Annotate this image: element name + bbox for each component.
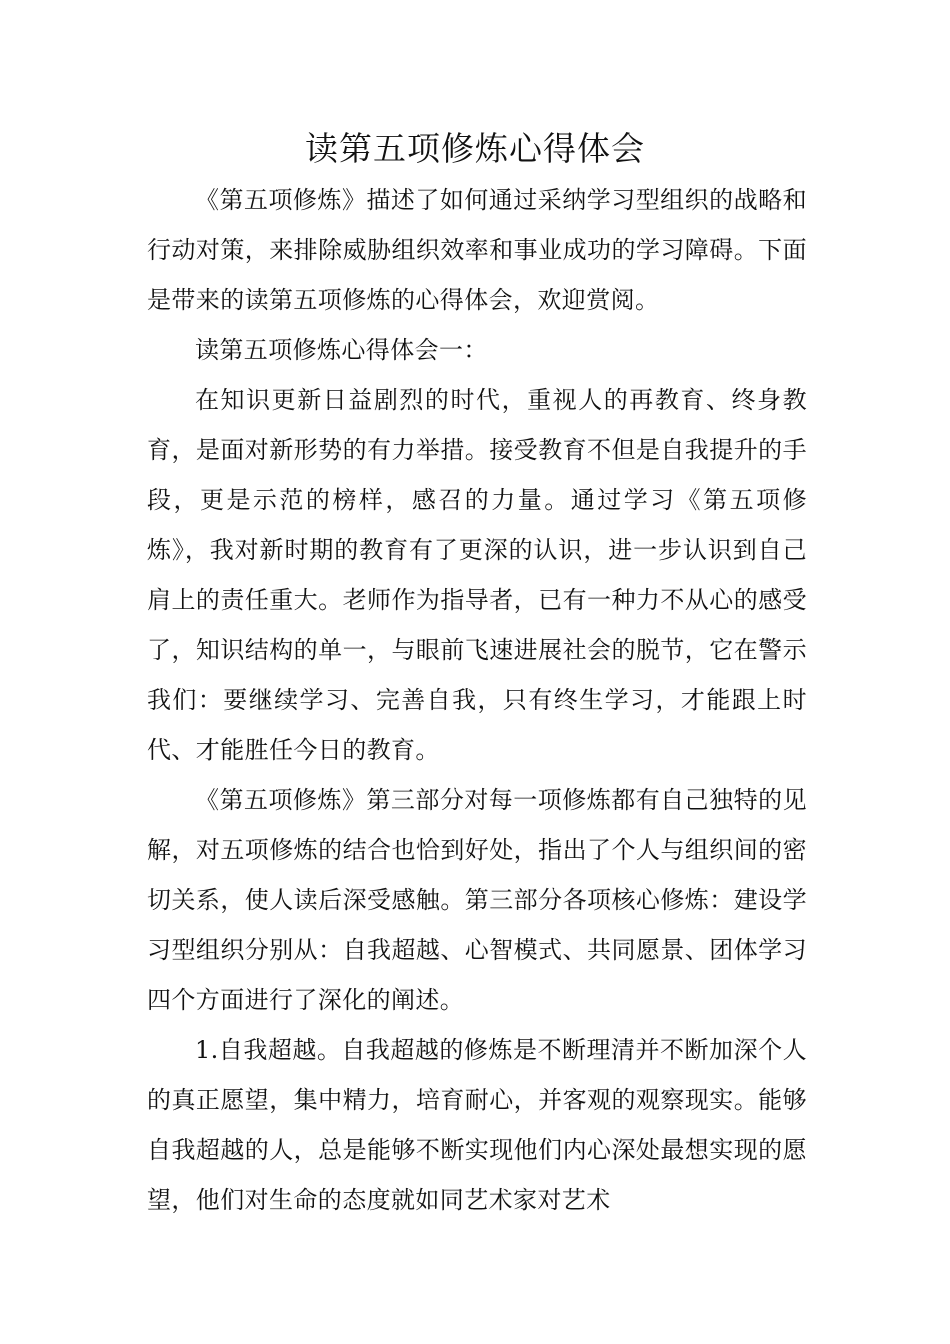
- paragraph-intro: 《第五项修炼》描述了如何通过采纳学习型组织的战略和行动对策，来排除威胁组织效率和事业成功的学习障碍。下面是带来的读第五项修炼的心得体会，欢迎赏阅。: [147, 186, 807, 314]
- section-heading: 读第五项修炼心得体会一：: [195, 336, 488, 364]
- paragraph: 《第五项修炼》第三部分对每一项修炼都有自己独特的见解，对五项修炼的结合也恰到好处，指出了个人与组织间的密切关系，使人读后深受感触。第三部分各项核心修炼：建设学习型组织分别从：自我超越、心智模式、共同愿景、团体学习四个方面进行了深化的阐述。: [147, 786, 807, 1014]
- document-title: 读第五项修炼心得体会: [305, 129, 645, 168]
- paragraph: 1.自我超越。自我超越的修炼是不断理清并不断加深个人的真正愿望，集中精力，培育耐心，并客观的观察现实。能够自我超越的人，总是能够不断实现他们内心深处最想实现的愿望，他们对生命的态度就如同艺术家对艺术: [147, 1036, 807, 1214]
- paragraph: 在知识更新日益剧烈的时代，重视人的再教育、终身教育，是面对新形势的有力举措。接受教育不但是自我提升的手段，更是示范的榜样，感召的力量。通过学习《第五项修炼》，我对新时期的教育有了更深的认识，进一步认识到自己肩上的责任重大。老师作为指导者，已有一种力不从心的感受了，知识结构的单一，与眼前飞速进展社会的脱节，它在警示我们：要继续学习、完善自我，只有终生学习，才能跟上时代、才能胜任今日的教育。: [147, 386, 807, 764]
- document-body: [147, 175, 807, 1225]
